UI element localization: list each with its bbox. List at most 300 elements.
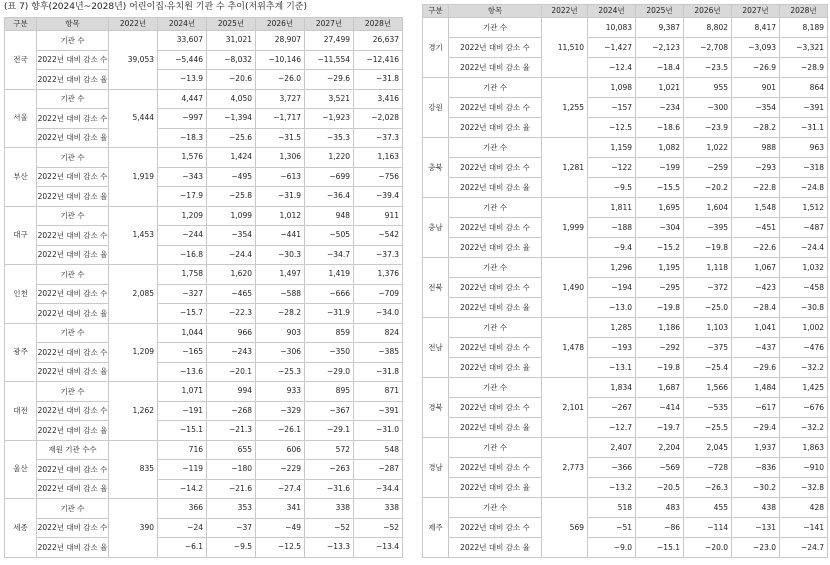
table-row <box>5 518 403 538</box>
value-cell: −26.9 <box>732 58 780 78</box>
value-cell: −20.2 <box>684 178 732 198</box>
value-cell: 1,937 <box>732 438 780 458</box>
value-cell: 716 <box>158 440 207 460</box>
item-cell: 2022년 대비 감소 수 <box>37 109 109 129</box>
value-cell: −26.3 <box>684 478 732 498</box>
item-cell: 기관 수 <box>449 378 542 398</box>
table-row <box>423 198 828 218</box>
value-cell: −32.2 <box>780 358 828 378</box>
value-cell: −20.5 <box>636 478 684 498</box>
item-cell: 2022년 대비 감소 율 <box>449 118 542 138</box>
table-row <box>5 421 403 441</box>
value-cell: 963 <box>780 138 828 158</box>
table-row <box>423 298 828 318</box>
value-cell: −36.4 <box>305 187 354 207</box>
value-cell: −1,394 <box>207 109 256 129</box>
header-row <box>5 18 403 31</box>
value-cell: −9.5 <box>207 538 256 558</box>
value-cell: −19.8 <box>684 238 732 258</box>
item-cell: 기관 수 <box>449 258 542 278</box>
value-cell: −34.4 <box>354 479 403 499</box>
value-cell: −267 <box>588 398 636 418</box>
value-cell: −20.6 <box>207 70 256 90</box>
item-cell: 2022년 대비 감소 수 <box>37 460 109 480</box>
item-cell: 2022년 대비 감소 수 <box>37 343 109 363</box>
value-cell: 1,041 <box>732 318 780 338</box>
value-cell: −25.6 <box>207 128 256 148</box>
value-cell: −31.5 <box>256 128 305 148</box>
value-cell: −29.1 <box>305 421 354 441</box>
value-cell: −29.6 <box>305 70 354 90</box>
value-cell: −495 <box>207 167 256 187</box>
value-cell: 994 <box>207 382 256 402</box>
base-year-cell: 390 <box>109 499 158 558</box>
value-cell: 1,163 <box>354 148 403 168</box>
value-cell: −13.1 <box>588 358 636 378</box>
value-cell: −199 <box>636 158 684 178</box>
item-cell: 2022년 대비 감소 율 <box>449 538 542 558</box>
item-cell: 2022년 대비 감소 수 <box>449 98 542 118</box>
item-cell: 2022년 대비 감소 수 <box>449 338 542 358</box>
table-row <box>423 18 828 38</box>
value-cell: 1,012 <box>256 206 305 226</box>
right-data-table <box>422 4 828 558</box>
value-cell: −37.3 <box>354 128 403 148</box>
table-row <box>5 148 403 168</box>
table-row <box>5 167 403 187</box>
value-cell: −6.1 <box>158 538 207 558</box>
value-cell: −423 <box>732 278 780 298</box>
item-cell: 2022년 대비 감소 율 <box>37 421 109 441</box>
item-cell: 기관 수 <box>449 78 542 98</box>
value-cell: −437 <box>732 338 780 358</box>
value-cell: −1,717 <box>256 109 305 129</box>
value-cell: 2,204 <box>636 438 684 458</box>
value-cell: −9.5 <box>588 178 636 198</box>
item-cell: 2022년 대비 감소 율 <box>37 538 109 558</box>
value-cell: −18.6 <box>636 118 684 138</box>
value-cell: −2,708 <box>684 38 732 58</box>
value-cell: −617 <box>732 398 780 418</box>
region-cell: 세종 <box>5 499 37 558</box>
value-cell: −21.6 <box>207 479 256 499</box>
value-cell: −31.6 <box>305 479 354 499</box>
header-item: 항목 <box>37 18 109 31</box>
value-cell: −26.1 <box>256 421 305 441</box>
value-cell: −29.4 <box>732 418 780 438</box>
value-cell: −1,427 <box>588 38 636 58</box>
base-year-cell: 11,510 <box>542 18 588 78</box>
value-cell: 33,607 <box>158 31 207 51</box>
value-cell: −19.8 <box>636 298 684 318</box>
value-cell: −569 <box>636 458 684 478</box>
value-cell: −306 <box>256 343 305 363</box>
value-cell: −18.3 <box>158 128 207 148</box>
value-cell: −157 <box>588 98 636 118</box>
table-row <box>5 31 403 51</box>
value-cell: −12,416 <box>354 50 403 70</box>
value-cell: −343 <box>158 167 207 187</box>
value-cell: 1,576 <box>158 148 207 168</box>
item-cell: 2022년 대비 감소 율 <box>449 298 542 318</box>
item-cell: 2022년 대비 감소 수 <box>37 284 109 304</box>
region-cell: 강원 <box>423 78 449 138</box>
table-row <box>423 258 828 278</box>
value-cell: −505 <box>305 226 354 246</box>
value-cell: −28.9 <box>780 58 828 78</box>
value-cell: 483 <box>636 498 684 518</box>
value-cell: 1,071 <box>158 382 207 402</box>
table-row <box>5 50 403 70</box>
item-cell: 기관 수 <box>37 31 109 51</box>
table-row <box>423 438 828 458</box>
value-cell: 1,687 <box>636 378 684 398</box>
value-cell: 901 <box>732 78 780 98</box>
table-row <box>423 338 828 358</box>
item-cell: 2022년 대비 감소 수 <box>449 38 542 58</box>
value-cell: 1,376 <box>354 265 403 285</box>
base-year-cell: 569 <box>542 498 588 558</box>
value-cell: 1,067 <box>732 258 780 278</box>
value-cell: −354 <box>207 226 256 246</box>
value-cell: −13.4 <box>354 538 403 558</box>
value-cell: −28.2 <box>732 118 780 138</box>
value-cell: 438 <box>732 498 780 518</box>
value-cell: −31.8 <box>354 362 403 382</box>
header-year: 2024년 <box>158 18 207 31</box>
value-cell: −375 <box>684 338 732 358</box>
value-cell: −372 <box>684 278 732 298</box>
value-cell: −12.4 <box>588 58 636 78</box>
table-row <box>5 187 403 207</box>
table-row <box>5 70 403 90</box>
header-base-year: 2022년 <box>109 18 158 31</box>
value-cell: −31.9 <box>305 304 354 324</box>
item-cell: 2022년 대비 감소 수 <box>449 278 542 298</box>
value-cell: −293 <box>732 158 780 178</box>
table-row <box>5 109 403 129</box>
value-cell: −5,446 <box>158 50 207 70</box>
value-cell: −13.6 <box>158 362 207 382</box>
value-cell: 824 <box>354 323 403 343</box>
header-year: 2027년 <box>305 18 354 31</box>
item-cell: 기관 수 <box>449 318 542 338</box>
value-cell: −49 <box>256 518 305 538</box>
value-cell: 428 <box>780 498 828 518</box>
value-cell: 948 <box>305 206 354 226</box>
value-cell: −367 <box>305 401 354 421</box>
value-cell: 1,306 <box>256 148 305 168</box>
table-caption: (표 7) 향후(2024년~2028년) 어린이집·유치원 기관 수 추이(저위추계 기준) <box>4 2 307 12</box>
value-cell: 3,727 <box>256 89 305 109</box>
value-cell: −30.2 <box>732 478 780 498</box>
value-cell: −22.8 <box>732 178 780 198</box>
table-row <box>423 98 828 118</box>
base-year-cell: 1,999 <box>542 198 588 258</box>
value-cell: 1,186 <box>636 318 684 338</box>
base-year-cell: 2,101 <box>542 378 588 438</box>
value-cell: 911 <box>354 206 403 226</box>
value-cell: −243 <box>207 343 256 363</box>
value-cell: −24.8 <box>780 178 828 198</box>
value-cell: 903 <box>256 323 305 343</box>
value-cell: −25.4 <box>684 358 732 378</box>
value-cell: 31,021 <box>207 31 256 51</box>
item-cell: 2022년 대비 감소 수 <box>37 167 109 187</box>
value-cell: −24 <box>158 518 207 538</box>
header-base-year: 2022년 <box>542 5 588 18</box>
table-row <box>423 318 828 338</box>
region-cell: 울산 <box>5 440 37 499</box>
base-year-cell: 835 <box>109 440 158 499</box>
table-row <box>423 138 828 158</box>
value-cell: −26.0 <box>256 70 305 90</box>
region-cell: 충남 <box>423 198 449 258</box>
item-cell: 2022년 대비 감소 수 <box>37 401 109 421</box>
value-cell: 1,021 <box>636 78 684 98</box>
value-cell: −24.4 <box>207 245 256 265</box>
value-cell: 28,907 <box>256 31 305 51</box>
table-row <box>5 304 403 324</box>
value-cell: −327 <box>158 284 207 304</box>
table-row <box>423 398 828 418</box>
base-year-cell: 1,919 <box>109 148 158 207</box>
value-cell: −542 <box>354 226 403 246</box>
region-cell: 인천 <box>5 265 37 324</box>
region-cell: 경북 <box>423 378 449 438</box>
value-cell: −17.9 <box>158 187 207 207</box>
value-cell: −188 <box>588 218 636 238</box>
value-cell: 1,620 <box>207 265 256 285</box>
value-cell: −32.8 <box>780 478 828 498</box>
base-year-cell: 1,255 <box>542 78 588 138</box>
value-cell: −141 <box>780 518 828 538</box>
value-cell: −292 <box>636 338 684 358</box>
item-cell: 2022년 대비 감소 수 <box>449 458 542 478</box>
table-row <box>423 378 828 398</box>
value-cell: −52 <box>305 518 354 538</box>
value-cell: 1,082 <box>636 138 684 158</box>
item-cell: 2022년 대비 감소 수 <box>449 218 542 238</box>
value-cell: −709 <box>354 284 403 304</box>
value-cell: −165 <box>158 343 207 363</box>
value-cell: −12.5 <box>588 118 636 138</box>
value-cell: −295 <box>636 278 684 298</box>
base-year-cell: 1,209 <box>109 323 158 382</box>
value-cell: −22.3 <box>207 304 256 324</box>
value-cell: 338 <box>305 499 354 519</box>
value-cell: 1,758 <box>158 265 207 285</box>
table-row <box>5 479 403 499</box>
value-cell: −588 <box>256 284 305 304</box>
table-row <box>5 323 403 343</box>
value-cell: −13.0 <box>588 298 636 318</box>
value-cell: −268 <box>207 401 256 421</box>
table-row <box>5 362 403 382</box>
value-cell: 4,447 <box>158 89 207 109</box>
value-cell: −37.3 <box>354 245 403 265</box>
header-region: 구분 <box>423 5 449 18</box>
value-cell: −395 <box>684 218 732 238</box>
item-cell: 2022년 대비 감소 율 <box>37 479 109 499</box>
value-cell: −244 <box>158 226 207 246</box>
value-cell: 1,220 <box>305 148 354 168</box>
value-cell: 1,098 <box>588 78 636 98</box>
base-year-cell: 2,773 <box>542 438 588 498</box>
value-cell: 4,050 <box>207 89 256 109</box>
value-cell: −15.2 <box>636 238 684 258</box>
header-row <box>423 5 828 18</box>
table-row <box>5 206 403 226</box>
region-cell: 경남 <box>423 438 449 498</box>
table-row <box>5 245 403 265</box>
table-row <box>5 401 403 421</box>
value-cell: −699 <box>305 167 354 187</box>
value-cell: −9.4 <box>588 238 636 258</box>
value-cell: 9,387 <box>636 18 684 38</box>
base-year-cell: 1,478 <box>542 318 588 378</box>
value-cell: −13.2 <box>588 478 636 498</box>
table-row <box>5 460 403 480</box>
table-row <box>5 89 403 109</box>
region-cell: 서울 <box>5 89 37 148</box>
value-cell: −15.1 <box>158 421 207 441</box>
item-cell: 기관 수 <box>37 323 109 343</box>
value-cell: −22.6 <box>732 238 780 258</box>
header-year: 2025년 <box>636 5 684 18</box>
table-row <box>423 278 828 298</box>
value-cell: −997 <box>158 109 207 129</box>
value-cell: −12.7 <box>588 418 636 438</box>
region-cell: 전북 <box>423 258 449 318</box>
value-cell: −391 <box>780 98 828 118</box>
item-cell: 기관 수 <box>37 89 109 109</box>
item-cell: 2022년 대비 감소 수 <box>37 50 109 70</box>
item-cell: 2022년 대비 감소 율 <box>37 187 109 207</box>
table-row <box>5 343 403 363</box>
value-cell: −23.9 <box>684 118 732 138</box>
item-cell: 기관 수 <box>449 198 542 218</box>
region-cell: 대구 <box>5 206 37 265</box>
table-row <box>423 458 828 478</box>
value-cell: −29.0 <box>305 362 354 382</box>
value-cell: −836 <box>732 458 780 478</box>
value-cell: −15.5 <box>636 178 684 198</box>
item-cell: 재원 기관 수수 <box>37 440 109 460</box>
header-year: 2028년 <box>354 18 403 31</box>
value-cell: −23.0 <box>732 538 780 558</box>
value-cell: −300 <box>684 98 732 118</box>
table-row <box>423 358 828 378</box>
table-row <box>5 265 403 285</box>
base-year-cell: 5,444 <box>109 89 158 148</box>
item-cell: 2022년 대비 감소 율 <box>449 418 542 438</box>
value-cell: 933 <box>256 382 305 402</box>
value-cell: −86 <box>636 518 684 538</box>
value-cell: 1,512 <box>780 198 828 218</box>
table-row <box>423 498 828 518</box>
item-cell: 기관 수 <box>449 138 542 158</box>
region-cell: 전국 <box>5 31 37 90</box>
item-cell: 2022년 대비 감소 율 <box>449 478 542 498</box>
value-cell: −25.8 <box>207 187 256 207</box>
value-cell: −3,321 <box>780 38 828 58</box>
value-cell: −910 <box>780 458 828 478</box>
region-cell: 경기 <box>423 18 449 78</box>
item-cell: 2022년 대비 감소 율 <box>449 178 542 198</box>
value-cell: 1,296 <box>588 258 636 278</box>
value-cell: 1,863 <box>780 438 828 458</box>
value-cell: −24.4 <box>780 238 828 258</box>
value-cell: −354 <box>732 98 780 118</box>
table-row <box>423 58 828 78</box>
value-cell: −193 <box>588 338 636 358</box>
value-cell: −114 <box>684 518 732 538</box>
value-cell: −25.0 <box>684 298 732 318</box>
value-cell: −263 <box>305 460 354 480</box>
value-cell: −34.7 <box>305 245 354 265</box>
value-cell: −318 <box>780 158 828 178</box>
region-cell: 충북 <box>423 138 449 198</box>
value-cell: −234 <box>636 98 684 118</box>
value-cell: −476 <box>780 338 828 358</box>
value-cell: −3,093 <box>732 38 780 58</box>
value-cell: −15.7 <box>158 304 207 324</box>
value-cell: 518 <box>588 498 636 518</box>
value-cell: −451 <box>732 218 780 238</box>
value-cell: 8,189 <box>780 18 828 38</box>
value-cell: 572 <box>305 440 354 460</box>
value-cell: 2,407 <box>588 438 636 458</box>
region-cell: 부산 <box>5 148 37 207</box>
value-cell: −131 <box>732 518 780 538</box>
value-cell: 655 <box>207 440 256 460</box>
value-cell: −2,028 <box>354 109 403 129</box>
region-cell: 대전 <box>5 382 37 441</box>
value-cell: −31.9 <box>256 187 305 207</box>
item-cell: 기관 수 <box>37 265 109 285</box>
value-cell: −18.4 <box>636 58 684 78</box>
table-row <box>423 518 828 538</box>
value-cell: −1,923 <box>305 109 354 129</box>
item-cell: 기관 수 <box>449 18 542 38</box>
value-cell: −16.8 <box>158 245 207 265</box>
value-cell: 895 <box>305 382 354 402</box>
value-cell: 353 <box>207 499 256 519</box>
value-cell: −21.3 <box>207 421 256 441</box>
item-cell: 기관 수 <box>37 148 109 168</box>
item-cell: 2022년 대비 감소 율 <box>37 362 109 382</box>
value-cell: −465 <box>207 284 256 304</box>
value-cell: 1,195 <box>636 258 684 278</box>
table-row <box>5 128 403 148</box>
value-cell: −329 <box>256 401 305 421</box>
left-data-table <box>4 17 403 558</box>
value-cell: −34.0 <box>354 304 403 324</box>
table-row <box>423 78 828 98</box>
value-cell: 1,159 <box>588 138 636 158</box>
value-cell: −229 <box>256 460 305 480</box>
value-cell: −385 <box>354 343 403 363</box>
value-cell: −676 <box>780 398 828 418</box>
item-cell: 2022년 대비 감소 율 <box>37 70 109 90</box>
value-cell: 548 <box>354 440 403 460</box>
value-cell: 606 <box>256 440 305 460</box>
value-cell: −666 <box>305 284 354 304</box>
value-cell: −487 <box>780 218 828 238</box>
value-cell: −14.2 <box>158 479 207 499</box>
value-cell: −194 <box>588 278 636 298</box>
